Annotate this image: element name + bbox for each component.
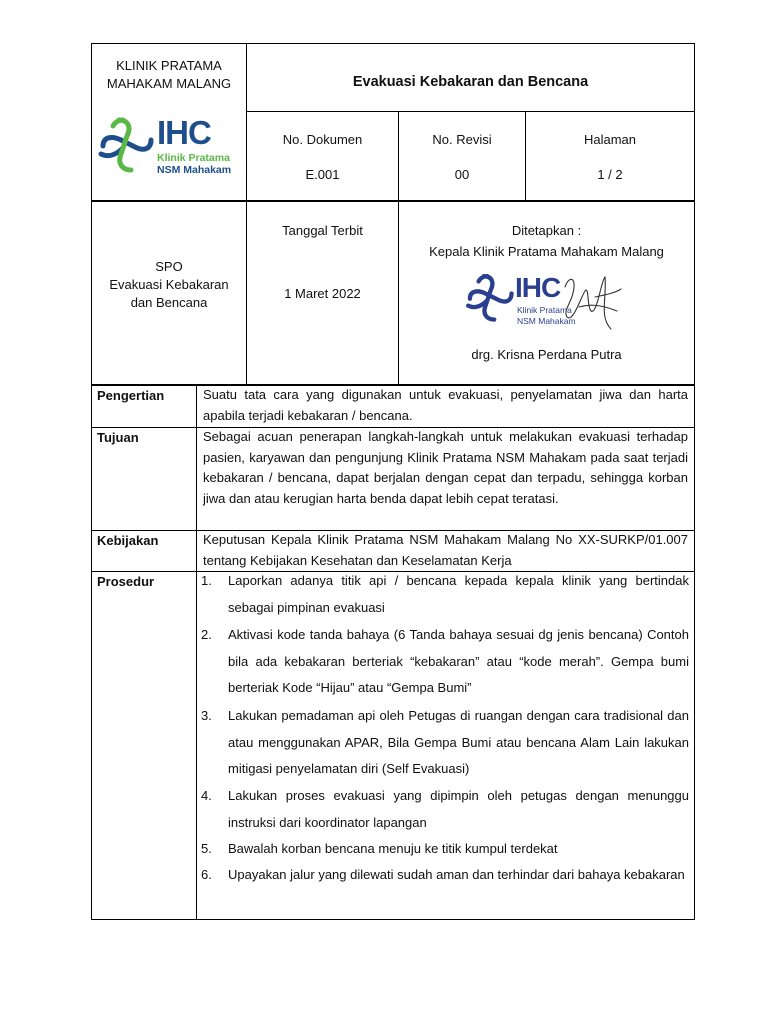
step-text: Laporkan adanya titik api / bencana kepada kepala klinik yang bertindak sebagai pimpinan evakuasi (228, 573, 689, 615)
kebijakan-label: Kebijakan (97, 533, 159, 548)
logo-line1: Klinik Pratama (157, 152, 230, 164)
clinic-stamp (463, 267, 633, 337)
prosedur-step (201, 703, 689, 783)
revision-value: 00 (454, 167, 470, 182)
pengertian-text: Suatu tata cara yang digunakan untuk evakuasi, penyelamatan jiwa dan harta apabila terjadi kebakaran / bencana. (203, 387, 688, 423)
step-number: 4. (201, 788, 212, 803)
doc-number-value: E.001 (305, 167, 340, 182)
step-text: Lakukan pemadaman api oleh Petugas di ruangan dengan cara tradisional dan atau menggunakan APAR, Bila Gempa Bumi atau bencana Alam Lain lakukan mitigasi penyelamatan diri (Self Evakuasi) (228, 708, 689, 776)
kebijakan-text: Keputusan Kepala Klinik Pratama NSM Mahakam Malang No XX-SURKP/01.007 tentang Kebijakan Kesehatan dan Keselamatan Kerja (203, 532, 688, 568)
tujuan-label: Tujuan (97, 430, 139, 445)
clinic-name-line1: KLINIK PRATAMA (116, 58, 222, 73)
approved-by-line1: Ditetapkan : (511, 223, 582, 238)
document-title: Evakuasi Kebakaran dan Bencana (352, 74, 589, 90)
signatory-name: drg. Krisna Perdana Putra (471, 347, 622, 362)
cross-logo-icon (95, 114, 155, 174)
issue-date-label: Tanggal Terbit (282, 223, 363, 238)
spo-line2: Evakuasi Kebakaran (109, 277, 229, 292)
clinic-logo (95, 114, 243, 176)
tujuan-text: Sebagai acuan penerapan langkah-langkah untuk melakukan evakuasi terhadap pasien, karyawan dan pengunjung Klinik Pratama NSM Mahakam pada saat terjadi kebakaran / bencana, dapat berjalan dengan cepat dan terpadu, sehingga korban jiwa dan atau kerugian harta benda dapat lebih cepat teratasi. (203, 429, 688, 506)
doc-number-label: No. Dokumen (282, 132, 363, 147)
spo-line3: dan Bencana (130, 295, 208, 310)
spo-line1: SPO (155, 259, 183, 274)
step-text: Lakukan proses evakuasi yang dipimpin oleh petugas dengan menunggu instruksi dari koordinator lapangan (228, 788, 689, 830)
step-text: Bawalah korban bencana menuju ke titik kumpul terdekat (228, 841, 558, 856)
prosedur-step (201, 836, 689, 863)
step-number: 5. (201, 841, 212, 856)
page-value: 1 / 2 (597, 167, 623, 182)
stamp-line1: Klinik Pratama (517, 305, 572, 315)
step-number: 2. (201, 627, 212, 642)
prosedur-step (201, 622, 689, 702)
stamp-logo-icon (463, 269, 515, 325)
step-number: 1. (201, 573, 212, 588)
clinic-name (92, 57, 246, 93)
logo-line2: NSM Mahakam (157, 164, 232, 176)
stamp-brand: IHC (515, 272, 561, 303)
prosedur-step (201, 783, 689, 836)
step-text: Aktivasi kode tanda bahaya (6 Tanda bahaya sesuai dg jenis bencana) Contoh bila ada kebakaran berteriak “kebakaran” atau “kode merah”. Gempa bumi berteriak Kode “Hijau” atau “Gempa Bumi” (228, 627, 689, 695)
logo-brand: IHC (157, 114, 211, 151)
revision-label: No. Revisi (432, 132, 492, 147)
step-text: Upayakan jalur yang dilewati sudah aman dan terhindar dari bahaya kebakaran (228, 867, 685, 882)
pengertian-label: Pengertian (97, 388, 165, 403)
clinic-name-line2: MAHAKAM MALANG (106, 76, 232, 91)
page-label: Halaman (583, 132, 637, 147)
spo-title (92, 258, 246, 312)
step-number: 6. (201, 867, 212, 882)
prosedur-label: Prosedur (97, 574, 155, 589)
prosedur-step (201, 568, 689, 621)
approved-by-line2: Kepala Klinik Pratama Mahakam Malang (429, 244, 664, 259)
issue-date-value: 1 Maret 2022 (284, 286, 361, 301)
step-number: 3. (201, 708, 212, 723)
stamp-line2: NSM Mahakam (517, 316, 576, 326)
signature-icon (555, 267, 625, 335)
prosedur-step (201, 862, 689, 889)
